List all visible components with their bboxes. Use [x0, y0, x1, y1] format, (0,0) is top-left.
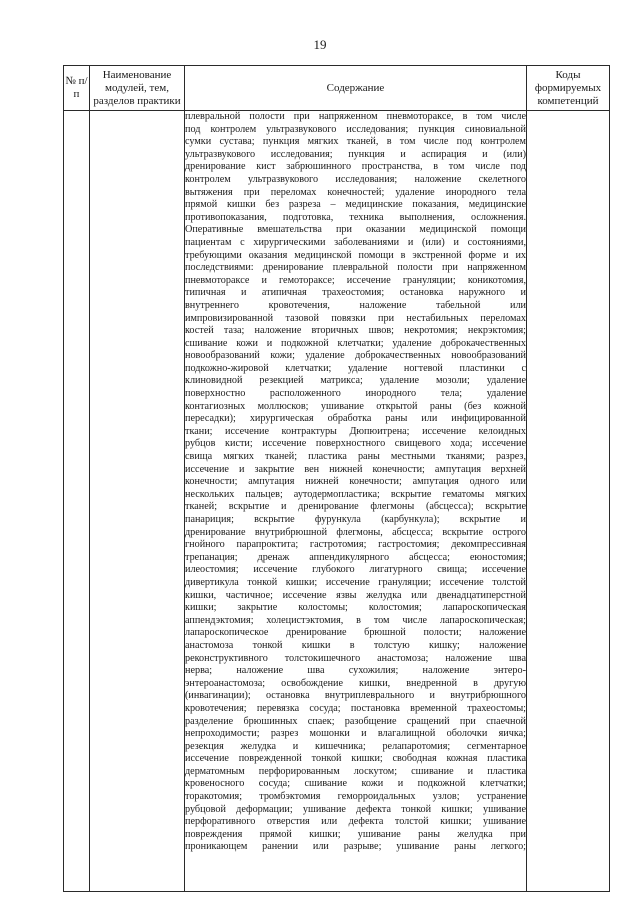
number-cell	[64, 111, 90, 892]
content-line: ткани; иссечение контрактуры Дюпюитрена; иссечение келоидных	[185, 425, 526, 437]
content-line: иссечение поврежденной тонкой кишки; свободная кожная пластика	[185, 753, 526, 765]
content-line: под контролем ультразвукового исследования; пункция синовиальной	[185, 123, 526, 135]
content-line: ультразвукового исследования; пункция и аспирация и (или)	[185, 148, 526, 160]
header-module-name: Наименование модулей, тем, разделов практики	[90, 66, 185, 111]
content-line: илеостомия; иссечение глубокого лигатурного свища; иссечение	[185, 564, 526, 576]
content-line: прямой кишки без разреза – медицинские показания, медицинские	[185, 199, 526, 211]
content-line: кровеносного сосуда; сшивание кожи и подкожной клетчатки;	[185, 778, 526, 790]
content-line: контагиозных моллюсков; ушивание открытой раны (без кожной	[185, 400, 526, 412]
content-line: внутреннего кровотечения, наложение табельной или	[185, 299, 526, 311]
content-line: разделение брюшинных спаек; разобщение сращений при спаечной	[185, 715, 526, 727]
content-line: импровизированной тазовой повязки при нестабильных переломах	[185, 312, 526, 324]
content-line: подкожно-жировой клетчатки; удаление ногтевой пластинки с	[185, 362, 526, 374]
content-line: реконструктивного толстокишечного анастомоза; наложение шва	[185, 652, 526, 664]
header-content: Содержание	[185, 66, 527, 111]
content-line: торакотомия; тромбэктомия геморроидальных узлов; устранение	[185, 791, 526, 803]
content-line: нескольких пальцев; аутодермопластика; вскрытие гематомы мягких	[185, 488, 526, 500]
content-line: пациентам с хирургическими заболеваниями и (или) и состояниями,	[185, 236, 526, 248]
content-line: панариция; вскрытие фурункула (карбункула); вскрытие и	[185, 514, 526, 525]
content-line: костей таза; наложение вторичных швов; некротомия; некрэктомия;	[185, 325, 526, 337]
content-line: вытяжения при переломах конечностей; удаление инородного тела	[185, 186, 526, 198]
content-line: лапароскопическое дренирование брюшной полости; наложение	[185, 627, 526, 639]
content-line: энтероанастомоза; освобождение кишки, внедренной в другую	[185, 677, 526, 689]
content-line: кишки; закрытие колостомы; колостомия; лапароскопическая	[185, 602, 526, 614]
content-line: новообразований кожи; удаление доброкачественных новообразований	[185, 350, 526, 362]
content-line: поверхностно расположенного инородного тела; удаление	[185, 388, 526, 400]
content-line: Оперативные вмешательства при оказании медицинской помощи	[185, 224, 526, 236]
content-line: плевральной полости при напряженном пневмотораксе, в том числе	[185, 111, 526, 122]
content-line: аппендэктомия; холецистэктомия, в том числе лапароскопическая;	[185, 614, 526, 626]
content-line: дивертикула тонкой кишки; иссечение грануляции; иссечение толстой	[185, 576, 526, 588]
content-line: дерматомным перфорированным лоскутом; сшивание и пластика	[185, 765, 526, 777]
content-line: анастомоза тонкой кишки в толстую кишку; наложение	[185, 639, 526, 651]
header-number: № п/п	[64, 66, 90, 111]
content-line: сшивание кожи и подкожной клетчатки; удаление доброкачественных	[185, 337, 526, 349]
page-number: 19	[313, 37, 327, 52]
content-line: противопоказания, подготовка, техника выполнения, осложнения.	[185, 211, 526, 223]
content-line: рубцовой деформации; ушивание дефекта тонкой кишки; ушивание	[185, 803, 526, 815]
content-line: тканей; вскрытие и дренирование флегмоны (абсцесса); вскрытие	[185, 501, 526, 513]
module-cell	[90, 111, 185, 892]
content-line: сумки сустава; пункция мягких тканей, в том числе под контролем	[185, 136, 526, 148]
content-line: пневмотораксе и гемотораксе; иссечение грануляции; коникотомия,	[185, 274, 526, 286]
content-line: пересадки); хирургическая обработка раны или инфицированной	[185, 413, 526, 425]
content-line: кровотечения; перевязка сосуда; постановка временной трахеостомы;	[185, 702, 526, 714]
content-line: дренирование кист забрюшинного пространства, в том числе под	[185, 161, 526, 173]
table-header-row	[64, 66, 610, 111]
content-text	[185, 111, 526, 854]
content-line: конечности; ампутация нижней конечности; ампутация одного или	[185, 476, 526, 488]
content-line: свища мягких тканей; пластика раны местными тканями; разрез,	[185, 451, 526, 463]
header-competency-codes: Коды формируемых компетенций	[527, 66, 610, 111]
content-line: (инвагинации); остановка внутриплеврального и внутрибрюшного	[185, 690, 526, 702]
content-line: гнойного парапроктита; гастротомия; гастростомия; декомпрессивная	[185, 539, 526, 551]
content-line: дренирование внутрибрюшной флегмоны, абсцесса; вскрытие острого	[185, 526, 526, 538]
content-line: повреждения прямой кишки; ушивание раны желудка при	[185, 828, 526, 840]
content-line: рубцов кисти; иссечение поверхностного свищевого хода; иссечение	[185, 438, 526, 450]
content-cell	[185, 111, 527, 892]
content-line: проникающем ранении или разрыве; ушивание раны легкого;	[185, 841, 526, 853]
content-line: непроходимости; разрез мошонки и влагалищной оболочки яичка;	[185, 728, 526, 740]
curriculum-table	[63, 65, 610, 892]
content-line: типичная и атипичная трахеостомия; остановка наружного и	[185, 287, 526, 299]
content-line: перфоративного отверстия или дефекта толстой кишки; ушивание	[185, 816, 526, 828]
content-line: требующими оказания медицинской помощи в экстренной форме и их	[185, 249, 526, 261]
content-line: иссечение и закрытие вен нижней конечности; ампутация верхней	[185, 463, 526, 475]
content-line: нерва; наложение шва сухожилия; наложение энтеро-	[185, 665, 526, 677]
content-line: кишки, частичное; иссечение язвы желудка или двенадцатиперстной	[185, 589, 526, 601]
content-line: резекция желудка и кишечника; релапаротомия; сегментарное	[185, 740, 526, 752]
content-line: последствиями: дренирование плевральной полости при напряженном	[185, 262, 526, 274]
codes-cell	[527, 111, 610, 892]
content-line: клиновидной резекцией матрикса; удаление мозоли; удаление	[185, 375, 526, 387]
content-line: трепанация; дренаж аппендикулярного абсцесса; еюностомия;	[185, 551, 526, 563]
content-line: контролем ультразвукового исследования; наложение скелетного	[185, 173, 526, 185]
table-row	[64, 111, 610, 892]
